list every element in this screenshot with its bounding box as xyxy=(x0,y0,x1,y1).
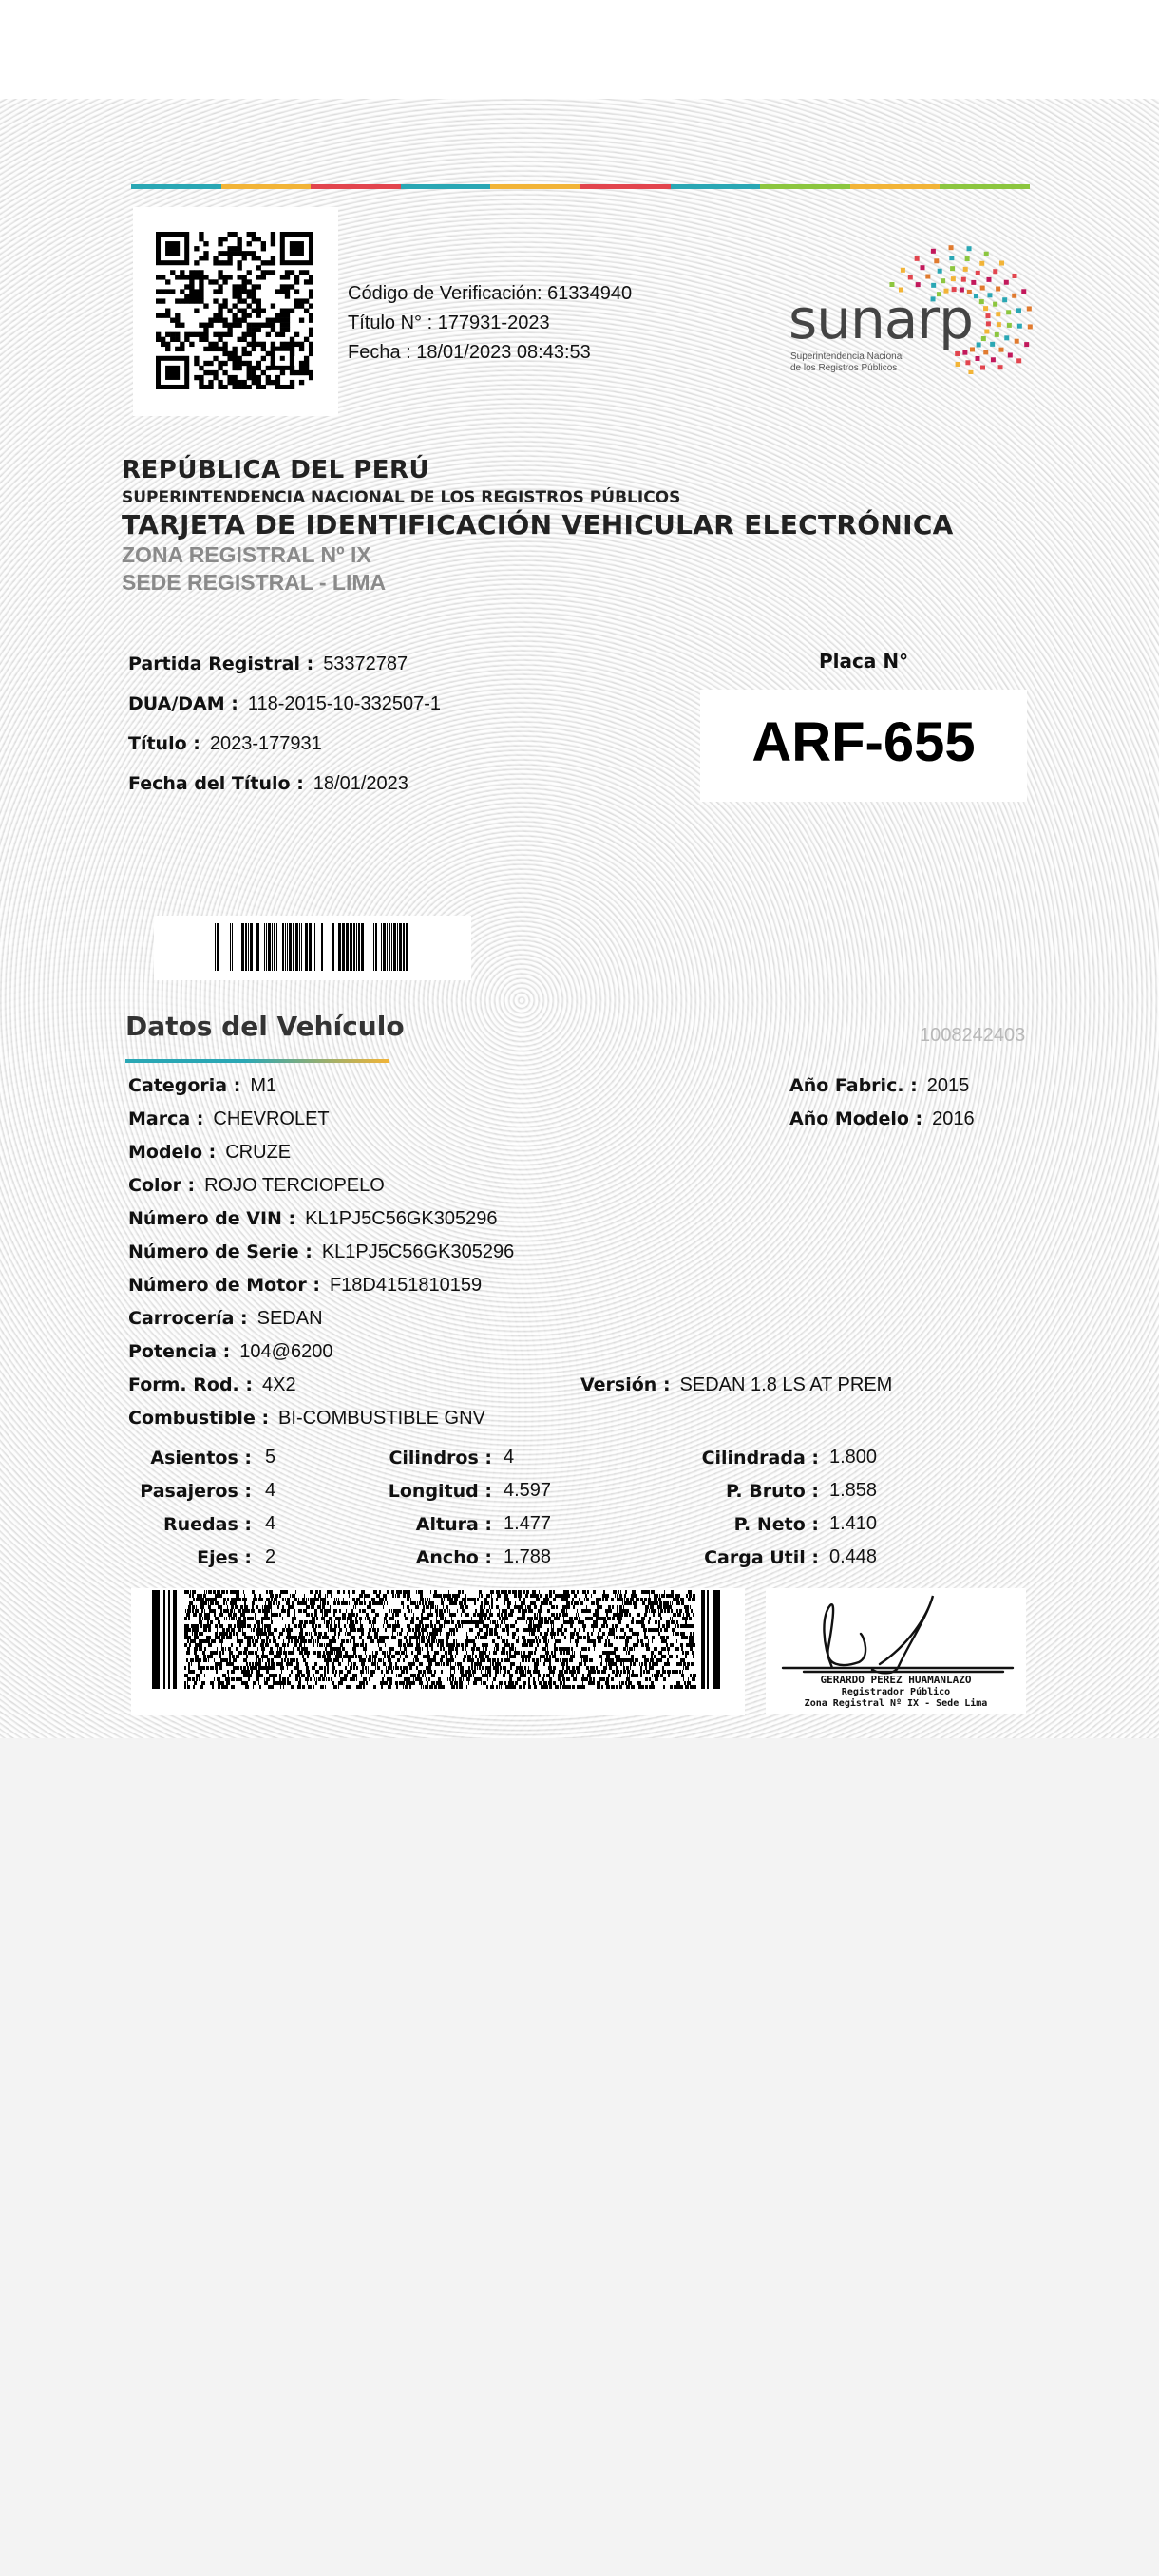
marca-value: CHEVROLET xyxy=(213,1108,330,1129)
card-title: TARJETA DE IDENTIFICACIÓN VEHICULAR ELECTRÓNICA xyxy=(122,509,954,540)
anio-fab-label: Año Fabric. : xyxy=(789,1075,918,1096)
partida-field xyxy=(128,652,408,675)
ruedas-value: 4 xyxy=(265,1513,276,1534)
form-rod-value: 4X2 xyxy=(261,1374,296,1395)
logo-subtitle-line-2: de los Registros Públicos xyxy=(790,363,898,373)
superintendencia-heading: SUPERINTENDENCIA NACIONAL DE LOS REGISTROS PÚBLICOS xyxy=(122,488,681,507)
color-stripe-segment xyxy=(490,184,580,189)
pdf417-barcode xyxy=(131,1588,745,1715)
color-label: Color : xyxy=(128,1175,196,1196)
vehicle-id-card xyxy=(0,99,1159,1738)
p-neto-label: P. Neto : xyxy=(733,1514,819,1535)
logo-wordmark: sunarp xyxy=(788,287,973,351)
anio-fab-field xyxy=(789,1073,969,1097)
pasajeros-value: 4 xyxy=(265,1480,276,1501)
modelo-value: CRUZE xyxy=(225,1142,292,1163)
cilindros-value: 4 xyxy=(504,1447,515,1468)
ancho-value: 1.788 xyxy=(504,1546,552,1567)
color-stripe-segment xyxy=(311,184,401,189)
carga-util-label: Carga Util : xyxy=(704,1547,819,1568)
p-bruto-value: 1.858 xyxy=(829,1480,878,1501)
color-stripe-segment xyxy=(580,184,671,189)
longitud-label: Longitud : xyxy=(388,1481,492,1502)
altura-value: 1.477 xyxy=(504,1513,552,1534)
combustible-value: BI-COMBUSTIBLE GNV xyxy=(278,1408,485,1429)
republic-heading: REPÚBLICA DEL PERÚ xyxy=(122,456,430,484)
logo-subtitle xyxy=(790,351,904,374)
modelo-label: Modelo : xyxy=(128,1142,217,1163)
titulo-field xyxy=(128,731,322,755)
color-stripe-segment xyxy=(221,184,312,189)
signature-block xyxy=(766,1588,1026,1714)
color-stripe-segment xyxy=(671,184,761,189)
title-number: Título N° : 177931-2023 xyxy=(348,313,550,333)
carga-util-value: 0.448 xyxy=(829,1546,878,1567)
motor-value: F18D4151810159 xyxy=(329,1275,483,1296)
partida-value: 53372787 xyxy=(323,653,408,674)
version-field xyxy=(580,1373,892,1396)
signature-icon xyxy=(766,1588,1026,1679)
zona-registral: ZONA REGISTRAL Nº IX xyxy=(122,542,371,567)
anio-fab-value: 2015 xyxy=(926,1075,970,1096)
barcode-icon xyxy=(154,916,471,980)
anio-mod-label: Año Modelo : xyxy=(789,1108,923,1129)
vehicle-data-title: Datos del Vehículo xyxy=(125,1011,405,1042)
document-header xyxy=(122,456,954,596)
issue-date: Fecha : 18/01/2023 08:43:53 xyxy=(348,342,591,363)
registrar-name: GERARDO PEREZ HUAMANLAZO xyxy=(820,1674,972,1686)
color-stripe-segment xyxy=(401,184,491,189)
motor-label: Número de Motor : xyxy=(128,1275,320,1296)
dua-field xyxy=(128,691,441,715)
fecha-titulo-value: 18/01/2023 xyxy=(313,773,408,794)
color-stripe-segment xyxy=(940,184,1030,189)
color-stripe xyxy=(131,184,1030,189)
dua-label: DUA/DAM : xyxy=(128,693,238,714)
categoria-label: Categoria : xyxy=(128,1075,241,1096)
top-margin xyxy=(0,0,1159,99)
color-field xyxy=(128,1173,385,1197)
qr-code-icon xyxy=(156,232,314,389)
longitud-value: 4.597 xyxy=(504,1480,552,1501)
vin-value: KL1PJ5C56GK305296 xyxy=(305,1208,498,1229)
version-label: Versión : xyxy=(580,1374,671,1395)
ejes-label: Ejes : xyxy=(197,1547,252,1568)
p-bruto-label: P. Bruto : xyxy=(726,1481,819,1502)
barcode xyxy=(154,916,471,980)
cilindrada-label: Cilindrada : xyxy=(701,1448,819,1468)
plate-number: ARF-655 xyxy=(751,711,976,773)
marca-field xyxy=(128,1107,330,1130)
titulo-value: 2023-177931 xyxy=(209,733,322,754)
title-underline xyxy=(125,1059,390,1063)
combustible-label: Combustible : xyxy=(128,1408,270,1429)
pasajeros-label: Pasajeros : xyxy=(140,1481,252,1502)
registrar-zone: Zona Registral Nº IX - Sede Lima xyxy=(804,1698,988,1709)
marca-label: Marca : xyxy=(128,1108,204,1129)
color-value: ROJO TERCIOPELO xyxy=(204,1175,385,1196)
document-number: 1008242403 xyxy=(920,1025,1026,1046)
pdf417-barcode-icon xyxy=(152,1590,722,1689)
modelo-field xyxy=(128,1140,291,1164)
anio-mod-field xyxy=(789,1107,975,1130)
fecha-titulo-field xyxy=(128,771,408,795)
verification-code: Código de Verificación: 61334940 xyxy=(348,283,633,304)
combustible-field xyxy=(128,1406,485,1430)
potencia-value: 104@6200 xyxy=(239,1341,333,1362)
plate-box xyxy=(700,690,1027,802)
carroceria-value: SEDAN xyxy=(256,1308,323,1329)
dua-value: 118-2015-10-332507-1 xyxy=(247,693,441,714)
carroceria-field xyxy=(128,1306,323,1330)
form-rod-field xyxy=(128,1373,296,1396)
registrar-role: Registrador Público xyxy=(841,1687,951,1697)
anio-mod-value: 2016 xyxy=(932,1108,975,1129)
qr-code xyxy=(133,207,338,416)
categoria-field xyxy=(128,1073,276,1097)
color-stripe-segment xyxy=(131,184,221,189)
color-stripe-segment xyxy=(850,184,940,189)
ejes-value: 2 xyxy=(265,1546,276,1567)
sunarp-logo xyxy=(785,232,1041,374)
categoria-value: M1 xyxy=(250,1075,277,1096)
cilindrada-value: 1.800 xyxy=(829,1447,878,1468)
motor-field xyxy=(128,1273,482,1297)
serie-field xyxy=(128,1240,514,1263)
cilindros-label: Cilindros : xyxy=(389,1448,492,1468)
logo-subtitle-line-1: Superintendencia Nacional xyxy=(790,351,904,362)
verification-info xyxy=(348,279,632,368)
p-neto-value: 1.410 xyxy=(829,1513,878,1534)
plate-label: Placa N° xyxy=(819,650,909,672)
vin-field xyxy=(128,1206,498,1230)
titulo-label: Título : xyxy=(128,733,200,754)
sede-registral: SEDE REGISTRAL - LIMA xyxy=(122,570,387,595)
ancho-label: Ancho : xyxy=(415,1547,492,1568)
altura-label: Altura : xyxy=(415,1514,492,1535)
ruedas-label: Ruedas : xyxy=(163,1514,252,1535)
form-rod-label: Form. Rod. : xyxy=(128,1374,253,1395)
potencia-field xyxy=(128,1339,332,1363)
potencia-label: Potencia : xyxy=(128,1341,231,1362)
serie-value: KL1PJ5C56GK305296 xyxy=(321,1241,515,1262)
partida-label: Partida Registral : xyxy=(128,653,314,674)
serie-label: Número de Serie : xyxy=(128,1241,313,1262)
asientos-label: Asientos : xyxy=(150,1448,252,1468)
fecha-titulo-label: Fecha del Título : xyxy=(128,773,304,794)
version-value: SEDAN 1.8 LS AT PREM xyxy=(679,1374,893,1395)
color-stripe-segment xyxy=(760,184,850,189)
asientos-value: 5 xyxy=(265,1447,276,1468)
carroceria-label: Carrocería : xyxy=(128,1308,248,1329)
vin-label: Número de VIN : xyxy=(128,1208,296,1229)
